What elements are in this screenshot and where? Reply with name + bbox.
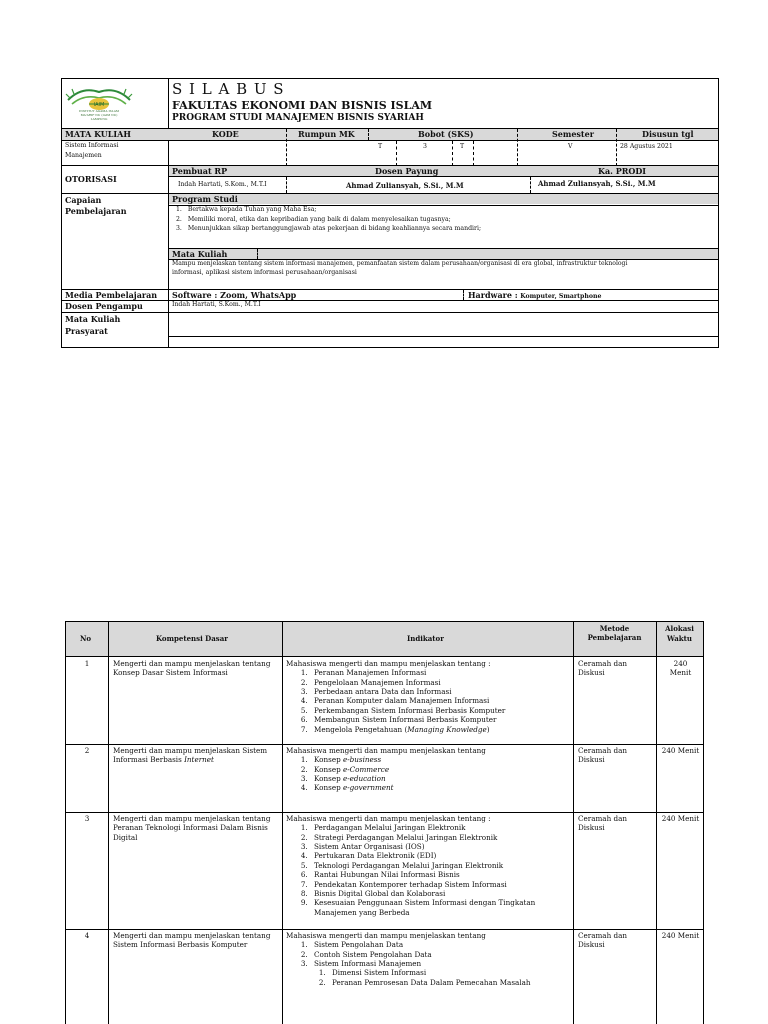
col-header-metode-l2: Pembelajaran: [587, 633, 642, 642]
cpl-item-3: 3. Menunjukkan sikap bertanggungjawab atas pekerjaan di bidang keahliannya secara mandiri;: [176, 225, 482, 232]
row-kd: Mengerti dan mampu menjelaskan Sistem Informasi Berbasis Internet: [113, 746, 268, 765]
col-header-alokasi: Alokasi: [665, 624, 694, 633]
mata-kuliah-cp-label: Mata Kuliah: [172, 249, 228, 259]
row-no: 2: [84, 746, 90, 755]
svg-text:IAIM: IAIM: [93, 102, 105, 108]
row-metode: Ceramah dan Diskusi: [578, 659, 628, 678]
pembuat-rp-value: Indah Hartati, S.Kom., M.T.I: [178, 181, 267, 188]
program-name: PROGRAM STUDI MANAJEMEN BISNIS SYARIAH: [172, 113, 424, 123]
row-no: 4: [84, 931, 90, 940]
value-disusun: 28 Agustus 2021: [620, 143, 673, 150]
row-kd: Mengerti dan mampu menjelaskan tentang Konsep Dasar Sistem Informasi: [113, 659, 271, 678]
value-mata-kuliah-l2: Manajemen: [65, 152, 102, 159]
row-waktu: 240 Menit: [661, 931, 700, 940]
col-header-alokasi-l2: Waktu: [667, 634, 692, 643]
col-header-indikator: Indikator: [407, 634, 444, 643]
otorisasi-label: OTORISASI: [65, 174, 117, 184]
row-metode: Ceramah dan Diskusi: [578, 746, 628, 765]
row-kd: Mengerti dan mampu menjelaskan tentang Sistem Informasi Berbasis Komputer: [113, 931, 271, 950]
cpmk-text-l1: Mampu menjelaskan tentang sistem informasi manajemen, pemanfaatan sistem dalam perusahaan/organisasi di era global, infrastruktur teknologi: [172, 260, 628, 267]
media-label: Media Pembelajaran: [65, 290, 158, 300]
kaprodi-label: Ka. PRODI: [598, 166, 647, 176]
row-indikator: Mahasiswa mengerti dan mampu menjelaskan tentang 1. Konsep e-business 2. Konsep e-Commerce 3. Konsep e-education 4. Konsep e-government: [286, 746, 570, 793]
kaprodi-value: Ahmad Zuliansyah, S.Si., M.M: [538, 179, 656, 188]
cpmk-text-l2: informasi, aplikasi sistem informasi perusahaan/organisasi: [172, 269, 357, 276]
header-rumpun: Rumpun MK: [298, 129, 355, 139]
header-semester: Semester: [552, 129, 594, 139]
faculty-name: FAKULTAS EKONOMI DAN BISNIS ISLAM: [172, 99, 433, 112]
row-no: 3: [84, 814, 90, 823]
row-kd: Mengerti dan mampu menjelaskan tentang Peranan Teknologi Informasi Dalam Bisnis Digital: [113, 814, 271, 842]
col-header-no: No: [80, 634, 92, 643]
dosen-payung-value: Ahmad Zuliansyah, S.Si., M.M: [346, 181, 464, 190]
row-waktu: 240 Menit: [661, 746, 700, 755]
row-indikator: Mahasiswa mengerti dan mampu menjelaskan tentang : 1. Peranan Manajemen Informasi 2. Pengelolaan Manajemen Informasi 3. Perbedaan antara Data dan Informasi 4. Peranan Komputer dalam Manajemen Informasi 5. Perkembangan Sistem Informasi Berbasis Komputer 6. Membangun Sistem Informasi Berbasis Komputer 7. Mengelola Pengetahuan (Managing Knowledge): [286, 659, 570, 734]
row-waktu: 240 Menit: [669, 659, 692, 678]
row-indikator: Mahasiswa mengerti dan mampu menjelaskan tentang : 1. Perdagangan Melalui Jaringan Elektronik 2. Strategi Perdagangan Melalui Jaringan Elektronik 3. Sistem Antar Organisasi (IOS) 4. Pertukaran Data Elektronik (EDI) 5. Teknologi Perdagangan Melalui Jaringan Elektronik 6. Rantai Hubungan Nilai Informasi Bisnis 7. Pendekatan Kontemporer terhadap Sistem Informasi 8. Bisnis Digital Global dan Kolaborasi 9. Kesesuaian Penggunaan Sistem Informasi dengan Tingkatan Manajemen yang Berbeda: [286, 814, 570, 917]
row-metode: Ceramah dan Diskusi: [578, 931, 628, 950]
dosen-payung-label: Dosen Payung: [375, 166, 439, 176]
header-bobot: Bobot (SKS): [418, 129, 474, 139]
dosen-pengampu-label: Dosen Pengampu: [65, 301, 143, 311]
hardware-value: Hardware : Komputer, Smartphone: [468, 290, 602, 300]
value-bobot-t2: T: [460, 143, 465, 150]
value-semester: V: [568, 143, 573, 150]
header-kode: KODE: [212, 129, 239, 139]
col-header-metode: Metode: [599, 624, 630, 633]
prasyarat-label-l2: Prasyarat: [65, 326, 108, 336]
dosen-pengampu-value: Indah Hartati, S.Kom., M.T.I: [172, 301, 261, 308]
silabus-title: S I L A B U S: [172, 80, 285, 98]
university-logo: IAIM INSTITUT AGAMA ISLAM MA'ARIF NU (IAIM NU) LAMPUNG: [64, 82, 134, 128]
col-header-kd: Kompetensi Dasar: [156, 634, 228, 643]
cpl-item-2: 2. Memiliki moral, etika dan kepribadian yang baik di dalam menyelesaikan tugasnya;: [176, 216, 451, 223]
header-disusun: Disusun tgl: [642, 129, 694, 139]
row-waktu: 240 Menit: [661, 814, 700, 823]
pembuat-rp-label: Pembuat RP: [172, 166, 228, 176]
software-value: Software : Zoom, WhatsApp: [172, 290, 297, 300]
capaian-label-l2: Pembelajaran: [65, 206, 127, 216]
row-indikator: Mahasiswa mengerti dan mampu menjelaskan tentang 1. Sistem Pengolahan Data 2. Contoh Sistem Pengolahan Data 3. Sistem Informasi Manajemen 1. Dimensi Sistem Informasi 2. Peranan Pemrosesan Data Dalam Pemecahan Masalah: [286, 931, 570, 987]
row-metode: Ceramah dan Diskusi: [578, 814, 628, 833]
row-no: 1: [84, 659, 90, 668]
value-mata-kuliah: Sistem Informasi: [65, 142, 119, 149]
prasyarat-label: Mata Kuliah: [65, 314, 121, 324]
value-bobot-t1: T: [378, 143, 383, 150]
value-bobot-sks: 3: [423, 143, 427, 150]
header-mata-kuliah: MATA KULIAH: [65, 129, 131, 139]
capaian-label: Capaian: [65, 195, 102, 205]
cpl-item-1: 1. Bertakwa kepada Tuhan yang Maha Esa;: [176, 206, 317, 213]
program-studi-label: Program Studi: [172, 194, 238, 204]
